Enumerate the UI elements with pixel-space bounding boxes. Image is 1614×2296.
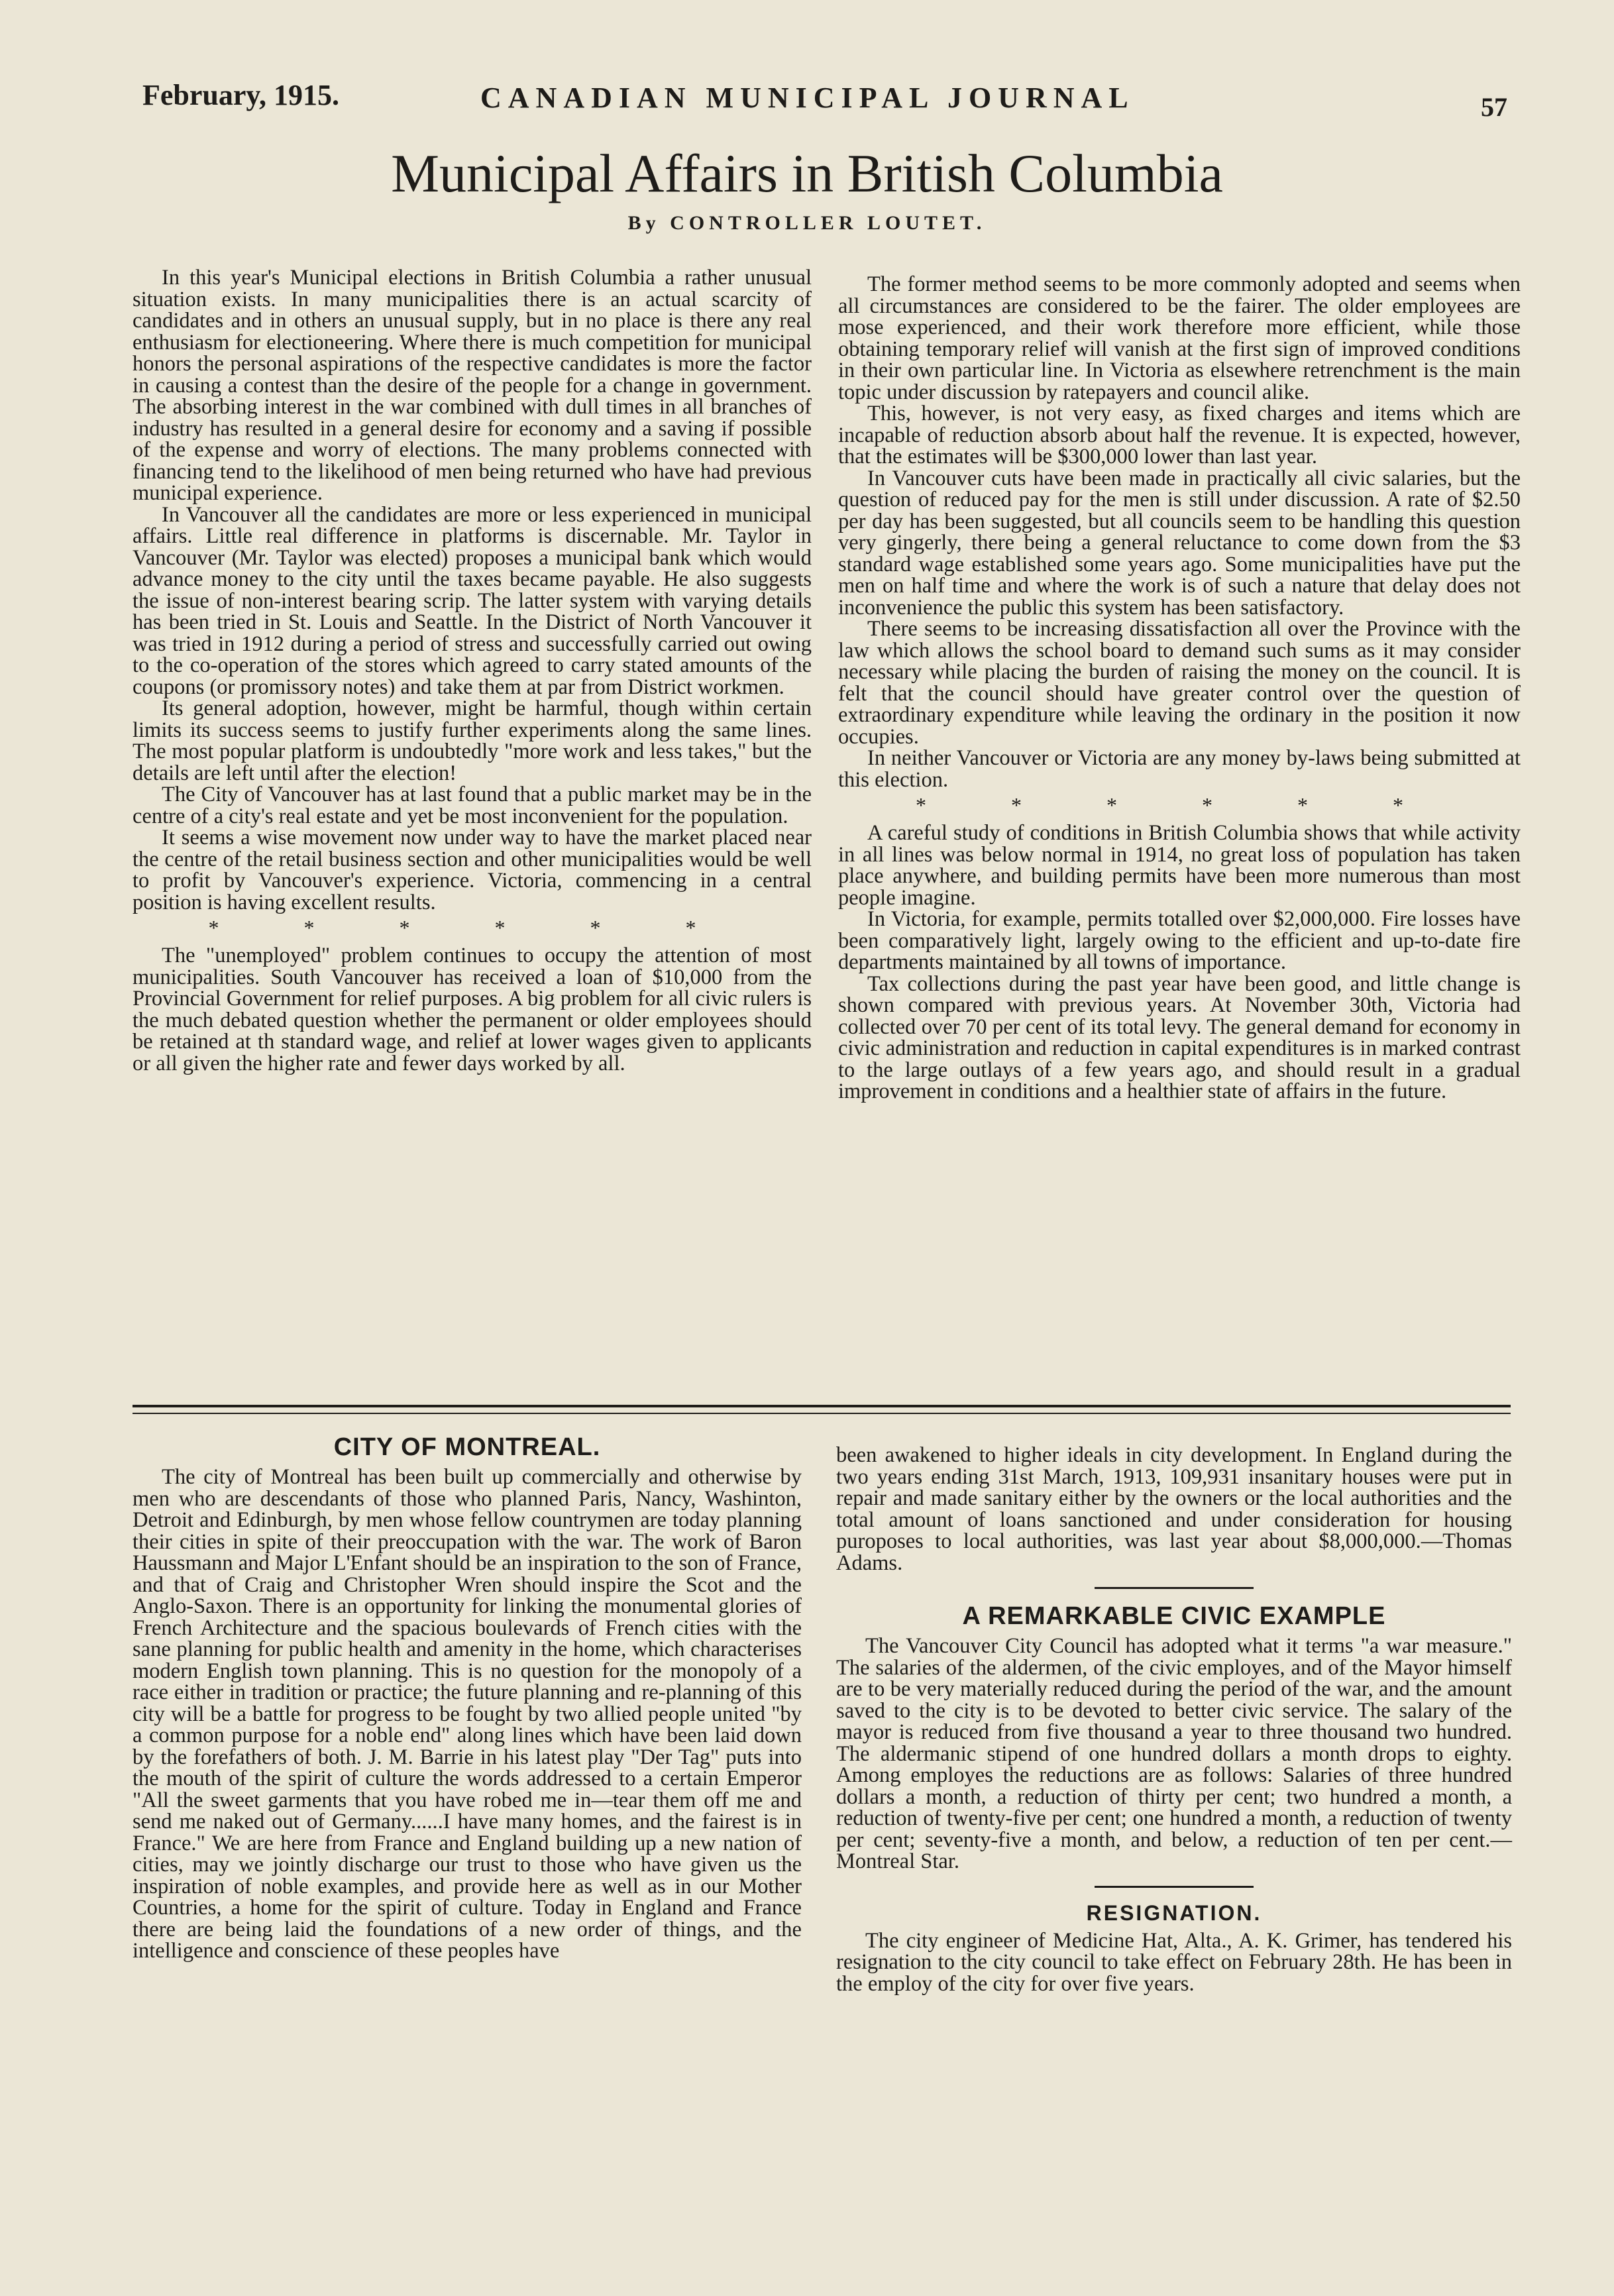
resignation-heading: RESIGNATION. (1086, 1900, 1262, 1925)
page-number: 57 (1481, 92, 1507, 122)
article-title: Municipal Affairs in British Columbia (391, 143, 1223, 203)
article-paragraph: In neither Vancouver or Victoria are any money by-laws being submitted at this election. (838, 746, 1521, 792)
running-head (142, 78, 1521, 131)
article-paragraph: The former method seems to be more commonly adopted and seems when all circumstances are considered to be the fairer. The older employees are mose experienced, and their work therefore more efficient, while those obtaining temporary relief will vanish at the first sign of improved conditions in their own particular line. In Victoria as elsewhere retrenchment is the main topic under discussion by ratepayers and council alike. (838, 272, 1521, 404)
article-byline: By CONTROLLER LOUTET. (627, 212, 987, 234)
section-divider-rule (133, 1413, 1511, 1414)
lower-right-column (836, 1445, 1512, 1995)
article-paragraph: In Victoria, for example, permits totalled over $2,000,000. Fire losses have been comparatively light, largely owing to the efficient and up-to-date fire departments maintained by all towns of importance. (838, 907, 1521, 974)
article-paragraph: In this year's Municipal elections in British Columbia a rather unusual situation exists. In many municipalities there is an actual scarcity of candidates and in others an unusual supply, but in no place is there any real enthusiasm for electioneering. Where there is much competition for municipal honors the personal aspirations of the respective candidates is more the factor in causing a contest than the desire of the people for a change in government. The absorbing interest in the war combined with dull times in all branches of industry has resulted in a general desire for economy and a saving if possible of the expense and worry of elections. The many problems connected with financing tend to the likelihood of men being returned who have had previous municipal experience. (133, 266, 812, 505)
article-right-column (838, 274, 1521, 1103)
section-divider-rule (133, 1405, 1511, 1407)
resignation-paragraph: The city engineer of Medicine Hat, Alta., A. K. Grimer, has tendered his resignation to the city council to take effect on February 28th. He has been in the employ of the city for over five years. (836, 1928, 1512, 1996)
section-separator: * * * * * * (916, 793, 1443, 817)
journal-name: CANADIAN MUNICIPAL JOURNAL (480, 82, 1135, 114)
article-paragraph: Tax collections during the past year have been good, and little change is shown compared with previous years. At November 30th, Victoria had collected over 70 per cent of its total levy. The general demand for economy in civic administration and reduction in capital expenditures is in marked contrast to the large outlays of a few years ago, and should result in a gradual improvement in conditions and a healthier state of affairs in the future. (838, 971, 1521, 1103)
article-paragraph: It seems a wise movement now under way to have the market placed near the centre of the retail business section and other municipalities would be well to profit by Vancouver's experience. Victoria, commencing in a central position is having excellent results. (133, 826, 812, 914)
article-paragraph: The "unemployed" problem continues to occupy the attention of most municipalities. South Vancouver has received a loan of $10,000 from the Provincial Government for relief purposes. A big problem for all civic rulers is the much debated question whether the permanent or older employees should be retained at th standard wage, and relief at lower wages given to applicants or all given the higher rate and fewer days worked by all. (133, 944, 812, 1075)
short-rule (1095, 1886, 1254, 1888)
short-rule (1095, 1587, 1254, 1589)
article-paragraph: In Vancouver cuts have been made in practically all civic salaries, but the question of reduced pay for the men is still under discussion. A rate of $2.50 per day has been suggested, but all councils seem to be handling this question very gingerly, there being a general reluctance to come down from the $3 standard wage established some years ago. Some municipalities have put the men on half time and where the work is of such a nature that delay does not inconvenience the public this system has been satisfactory. (838, 466, 1521, 620)
article-paragraph: The City of Vancouver has at last found that a public market may be in the centre of a city's real estate and yet be most inconvenient for the population. (133, 783, 812, 828)
civic-example-heading: A REMARKABLE CIVIC EXAMPLE (962, 1602, 1386, 1630)
montreal-section (133, 1435, 802, 1962)
article-paragraph: In Vancouver all the candidates are more or less experienced in municipal affairs. Little real difference in platforms is discernable. Mr. Taylor in Vancouver (Mr. Taylor was elected) proposes a municipal bank which would advance money to the city until the taxes became payable. He also suggests the issue of non-interest bearing scrip. The latter system with varying details has been tried in St. Louis and Seattle. In the District of North Vancouver it was tried in 1912 during a period of stress and successfully carried out owing to the co-operation of the stores which agreed to carry stated amounts of the coupons (or promissory notes) and take them at par from District workmen. (133, 502, 812, 699)
article-paragraph: This, however, is not very easy, as fixed charges and items which are incapable of reduction absorb about half the revenue. It is expected, however, that the estimates will be $300,000 lower than last year. (838, 402, 1521, 468)
article-paragraph: Its general adoption, however, might be harmful, though within certain limits its success seems to justify further experiments along the same lines. The most popular platform is undoubtedly "more work and less takes," but the details are left until after the election! (133, 696, 812, 785)
article-paragraph: A careful study of conditions in British Columbia shows that while activity in all lines was below normal in 1914, no great loss of population has taken place anywhere, and building permits have been more numerous than most people imagine. (838, 821, 1521, 910)
civic-example-paragraph: The Vancouver City Council has adopted what it terms "a war measure." The salaries of the aldermen, of the civic employes, and of the Mayor himself are to be very materially reduced during the period of the war, and the amount saved to the city is to be devoted to better civic service. The salary of the mayor is reduced from five thousand a year to three thousand two hundred. The aldermanic stipend of one hundred dollars a month drops to eighty. Among employes the reductions are as follows: Salaries of three hundred dollars a month, a reduction of thirty per cent; two hundred a month, a reduction of twenty-five per cent; one hundred a month, a reduction of twenty per cent; seventy-five a month, and below, a reduction of ten per cent.—Montreal Star. (836, 1634, 1512, 1873)
montreal-paragraph: The city of Montreal has been built up commercially and otherwise by men who are descendants of those who planned Paris, Nancy, Washinton, Detroit and Edinburgh, by men whose fellow countrymen are today planning their cities in spite of their preoccupation with the war. The work of Baron Haussmann and Major L'Enfant should be an inspiration to the son of France, and that of Craig and Christopher Wren should inspire the Scot and the Anglo-Saxon. There is an opportunity for linking the monumental glories of French Architecture and the spacious boulevards of French cities with the sane planning for public health and amenity in the home, which characterises modern English town planning. This is no question for the monopoly of a race either in tradition or practice; the future planning and re-planning of this city will be a battle for progress to be fought by two allied people united "by a common purpose for a noble end" along lines which have been laid down by the forefathers of both. J. M. Barrie in his latest play "Der Tag" puts into the mouth of the spirit of culture the words addressed to a certain Emperor "All the sweet garments that you have robed me in—tear them off me and send me naked out of Germany......I have many homes, and the fairest is in France." We are here from France and England building up a new nation of cities, may we jointly discharge our trust to those who have given us the inspiration of noble examples, and provide here as well as in our Mother Countries, a home for the spirit of culture. Today in England and France there are being laid the foundations of a new order of things, and the intelligence and conscience of these peoples have (133, 1465, 802, 1963)
issue-date: February, 1915. (142, 79, 339, 111)
montreal-heading: CITY OF MONTREAL. (333, 1433, 601, 1461)
section-separator: * * * * * * (208, 916, 736, 940)
article-paragraph: There seems to be increasing dissatisfaction all over the Province with the law which allows the school board to demand such sums as it may consider necessary while placing the burden of raising the money on the council. It is felt that the council should have greater control over the question of extraordinary expenditure while leaving the ordinary in the position it now occupies. (838, 617, 1521, 749)
montreal-continuation: been awakened to higher ideals in city development. In England during the two years ending 31st March, 1913, 109,931 insanitary houses were put in repair and made sanitary either by the owners or the local authorities and the total amount of loans sanctioned and under consideration for housing puroposes to local authorities, was last year about $8,000,000.—Thomas Adams. (836, 1443, 1512, 1575)
article-left-column (133, 267, 812, 1074)
